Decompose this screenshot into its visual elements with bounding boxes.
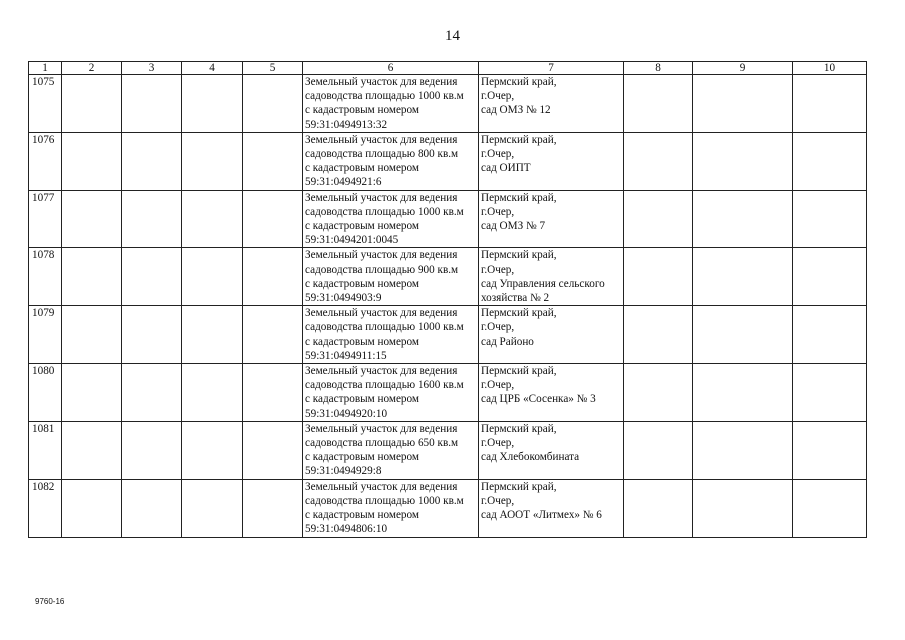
description-line: Земельный участок для ведения	[305, 365, 458, 378]
row-number: 1081	[29, 421, 62, 479]
description-line: с кадастровым номером	[305, 393, 419, 406]
empty-cell	[182, 190, 243, 248]
empty-cell	[62, 190, 122, 248]
empty-cell	[62, 421, 122, 479]
address-line: г.Очер,	[481, 205, 515, 218]
property-address	[479, 364, 624, 422]
empty-cell	[243, 75, 303, 133]
description-line: садоводства площадью 1000 кв.м	[305, 321, 464, 334]
column-header: 8	[624, 62, 693, 75]
description-line: 59:31:0494921:6	[305, 176, 382, 189]
empty-cell	[793, 248, 867, 306]
row-number: 1079	[29, 306, 62, 364]
property-description	[303, 190, 479, 248]
empty-cell	[793, 306, 867, 364]
column-header: 6	[303, 62, 479, 75]
property-address	[479, 306, 624, 364]
empty-cell	[693, 479, 793, 537]
description-line: 59:31:0494201:0045	[305, 234, 399, 247]
property-description	[303, 248, 479, 306]
address-line: сад ОИПТ	[481, 162, 531, 175]
empty-cell	[62, 248, 122, 306]
description-line: садоводства площадью 900 кв.м	[305, 263, 459, 276]
empty-cell	[793, 75, 867, 133]
property-description	[303, 75, 479, 133]
description-line: садоводства площадью 800 кв.м	[305, 148, 459, 161]
address-line: г.Очер,	[481, 148, 515, 161]
address-line: Пермский край,	[481, 307, 557, 320]
description-line: с кадастровым номером	[305, 451, 419, 464]
property-address	[479, 248, 624, 306]
empty-cell	[122, 421, 182, 479]
property-register-table	[28, 61, 867, 538]
description-line: 59:31:0494920:10	[305, 407, 388, 420]
description-line: Земельный участок для ведения	[305, 191, 458, 204]
description-line: 59:31:0494913:32	[305, 118, 388, 131]
empty-cell	[693, 421, 793, 479]
register-body	[29, 75, 867, 538]
table-row	[29, 479, 867, 537]
property-address	[479, 132, 624, 190]
table-row	[29, 75, 867, 133]
empty-cell	[243, 248, 303, 306]
empty-cell	[243, 364, 303, 422]
empty-cell	[182, 364, 243, 422]
property-address	[479, 190, 624, 248]
description-line: с кадастровым номером	[305, 104, 419, 117]
empty-cell	[624, 248, 693, 306]
table-row	[29, 421, 867, 479]
address-line: Пермский край,	[481, 76, 557, 88]
description-line: садоводства площадью 1000 кв.м	[305, 494, 464, 507]
address-line: Пермский край,	[481, 191, 557, 204]
address-line: сад ОМЗ № 7	[481, 220, 546, 233]
empty-cell	[693, 190, 793, 248]
address-line: Пермский край,	[481, 480, 557, 493]
empty-cell	[243, 132, 303, 190]
property-address	[479, 75, 624, 133]
empty-cell	[624, 190, 693, 248]
empty-cell	[182, 248, 243, 306]
description-line: 59:31:0494929:8	[305, 465, 382, 478]
empty-cell	[182, 132, 243, 190]
empty-cell	[62, 132, 122, 190]
description-line: Земельный участок для ведения	[305, 422, 458, 435]
empty-cell	[624, 364, 693, 422]
address-line: г.Очер,	[481, 379, 515, 392]
address-line: Пермский край,	[481, 249, 557, 262]
column-number-row	[29, 62, 867, 75]
empty-cell	[793, 479, 867, 537]
empty-cell	[793, 190, 867, 248]
row-number: 1077	[29, 190, 62, 248]
column-header: 3	[122, 62, 182, 75]
property-description	[303, 364, 479, 422]
empty-cell	[624, 75, 693, 133]
address-line: г.Очер,	[481, 90, 515, 103]
empty-cell	[243, 421, 303, 479]
empty-cell	[624, 132, 693, 190]
row-number: 1080	[29, 364, 62, 422]
empty-cell	[62, 364, 122, 422]
empty-cell	[693, 132, 793, 190]
empty-cell	[624, 306, 693, 364]
address-line: сад Управления сельского	[481, 277, 605, 290]
empty-cell	[122, 190, 182, 248]
property-address	[479, 479, 624, 537]
property-address	[479, 421, 624, 479]
row-number: 1078	[29, 248, 62, 306]
empty-cell	[693, 248, 793, 306]
column-header: 4	[182, 62, 243, 75]
address-line: Пермский край,	[481, 133, 557, 146]
empty-cell	[793, 421, 867, 479]
empty-cell	[182, 421, 243, 479]
column-header: 5	[243, 62, 303, 75]
address-line: хозяйства № 2	[481, 292, 550, 305]
table-row	[29, 190, 867, 248]
empty-cell	[182, 479, 243, 537]
description-line: Земельный участок для ведения	[305, 76, 458, 88]
empty-cell	[693, 306, 793, 364]
empty-cell	[122, 248, 182, 306]
description-line: Земельный участок для ведения	[305, 480, 458, 493]
empty-cell	[62, 306, 122, 364]
property-description	[303, 306, 479, 364]
address-line: Пермский край,	[481, 422, 557, 435]
description-line: с кадастровым номером	[305, 162, 419, 175]
empty-cell	[182, 306, 243, 364]
address-line: сад ЦРБ «Сосенка» № 3	[481, 393, 596, 406]
document-code: 9760-16	[35, 597, 65, 606]
description-line: с кадастровым номером	[305, 509, 419, 522]
description-line: садоводства площадью 1000 кв.м	[305, 205, 464, 218]
row-number: 1082	[29, 479, 62, 537]
empty-cell	[624, 421, 693, 479]
table-row	[29, 364, 867, 422]
page-number: 14	[445, 28, 460, 44]
column-header: 2	[62, 62, 122, 75]
address-line: сад Хлебокомбината	[481, 451, 580, 464]
property-description	[303, 132, 479, 190]
empty-cell	[793, 364, 867, 422]
empty-cell	[122, 364, 182, 422]
description-line: Земельный участок для ведения	[305, 133, 458, 146]
empty-cell	[793, 132, 867, 190]
empty-cell	[122, 132, 182, 190]
address-line: сад ОМЗ № 12	[481, 104, 551, 117]
row-number: 1076	[29, 132, 62, 190]
property-description	[303, 479, 479, 537]
address-line: Пермский край,	[481, 365, 557, 378]
description-line: садоводства площадью 1000 кв.м	[305, 90, 464, 103]
empty-cell	[62, 75, 122, 133]
address-line: сад Районо	[481, 335, 534, 348]
table-row	[29, 306, 867, 364]
column-header: 7	[479, 62, 624, 75]
empty-cell	[243, 306, 303, 364]
address-line: г.Очер,	[481, 321, 515, 334]
table-row	[29, 132, 867, 190]
empty-cell	[122, 306, 182, 364]
description-line: с кадастровым номером	[305, 277, 419, 290]
description-line: 59:31:0494911:15	[305, 349, 387, 362]
description-line: садоводства площадью 1600 кв.м	[305, 379, 464, 392]
description-line: садоводства площадью 650 кв.м	[305, 437, 459, 450]
column-header: 1	[29, 62, 62, 75]
empty-cell	[693, 75, 793, 133]
description-line: с кадастровым номером	[305, 335, 419, 348]
empty-cell	[122, 479, 182, 537]
row-number: 1075	[29, 75, 62, 133]
column-header: 10	[793, 62, 867, 75]
column-header: 9	[693, 62, 793, 75]
description-line: Земельный участок для ведения	[305, 307, 458, 320]
table-row	[29, 248, 867, 306]
empty-cell	[243, 190, 303, 248]
address-line: г.Очер,	[481, 494, 515, 507]
description-line: с кадастровым номером	[305, 220, 419, 233]
empty-cell	[182, 75, 243, 133]
description-line: Земельный участок для ведения	[305, 249, 458, 262]
address-line: г.Очер,	[481, 437, 515, 450]
description-line: 59:31:0494806:10	[305, 523, 388, 536]
empty-cell	[693, 364, 793, 422]
empty-cell	[122, 75, 182, 133]
address-line: сад АООТ «Литмех» № 6	[481, 509, 602, 522]
empty-cell	[62, 479, 122, 537]
empty-cell	[243, 479, 303, 537]
address-line: г.Очер,	[481, 263, 515, 276]
description-line: 59:31:0494903:9	[305, 292, 382, 305]
property-description	[303, 421, 479, 479]
empty-cell	[624, 479, 693, 537]
